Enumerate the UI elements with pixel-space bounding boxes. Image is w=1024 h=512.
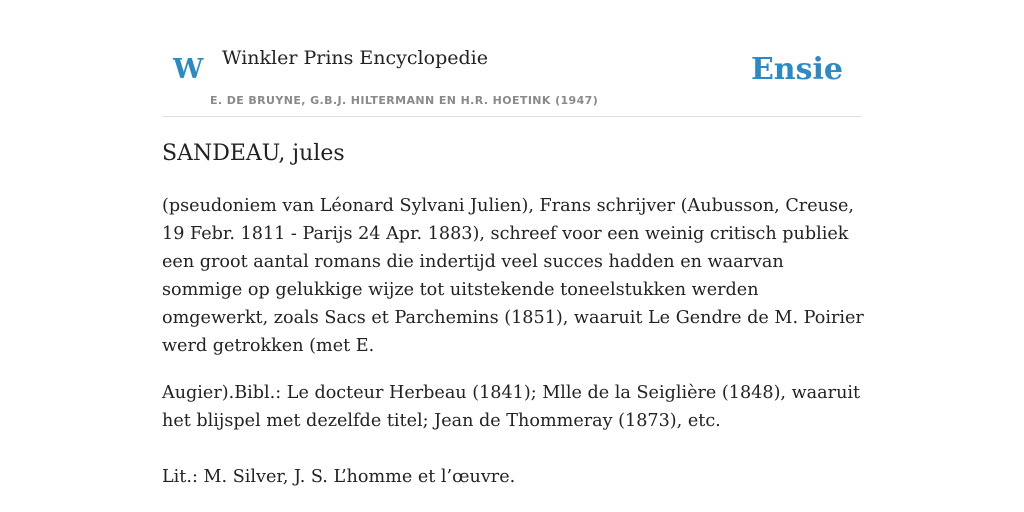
entry-paragraph-literature: Lit.: M. Silver, J. S. L’homme et l’œuvre. [162, 467, 516, 487]
entry-body [162, 192, 866, 491]
book-authors: E. DE BRUYNE, G.B.J. HILTERMANN EN H.R. HOETINK (1947) [210, 94, 599, 107]
book-title[interactable]: Winkler Prins Encyclopedie [222, 47, 488, 69]
entry-paragraph: (pseudoniem van Léonard Sylvani Julien), Frans schrijver (Aubusson, Creuse, 19 Febr. 1811 - Parijs 24 Apr. 1883), schreef voor een weinig critisch publiek een groot aantal romans die indertijd veel succes hadden en waarvan sommige op gelukkige wijze tot uitstekende toneelstukken werden omgewerkt, zoals Sacs et Parchemins (1851), waaruit Le Gendre de M. Poirier werd getrokken (met E. [162, 196, 864, 356]
book-logo-icon[interactable]: W [173, 54, 204, 85]
site-header [162, 40, 862, 117]
entry-title: SANDEAU, jules [162, 141, 345, 166]
ensie-logo-link[interactable]: Ensie [750, 52, 843, 87]
entry-paragraph-bibliography: Augier).Bibl.: Le docteur Herbeau (1841); Mlle de la Seiglière (1848), waaruit het blijspel met dezelfde titel; Jean de Thommeray (1873), etc. [162, 383, 861, 431]
